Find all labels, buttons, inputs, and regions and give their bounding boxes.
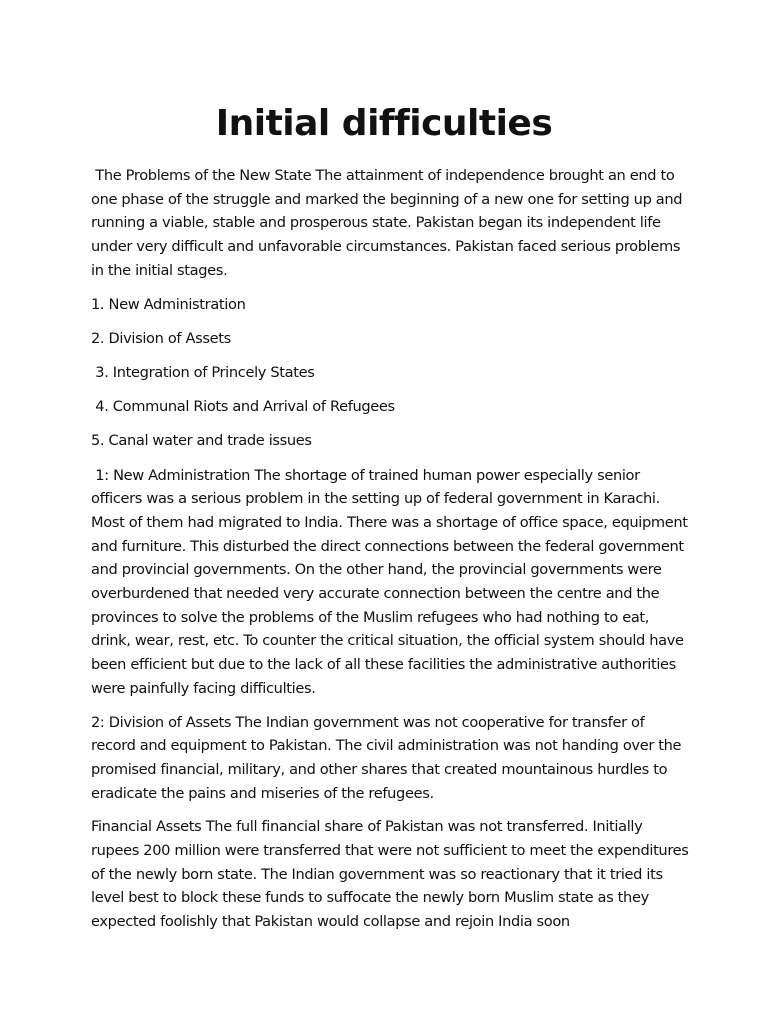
list-item-4: 4. Communal Riots and Arrival of Refugees: [91, 398, 395, 416]
document-title: Initial difficulties: [215, 103, 553, 144]
document-body: [91, 164, 691, 934]
list-item-5: 5. Canal water and trade issues: [91, 432, 312, 450]
list-item-3: 3. Integration of Princely States: [91, 363, 315, 381]
section-financial-assets: Financial Assets The full financial share of Pakistan was not transferred. Initially rupees 200 million were transferred that were not sufficient to meet the expenditures of the newly born state. The Indian government was so reactionary that it tried its level best to block these funds to suffocate the newly born Muslim state as they expected foolishly that Pakistan would collapse and rejoin India soon: [91, 818, 693, 931]
section-division-of-assets: 2: Division of Assets The Indian government was not cooperative for transfer of record and equipment to Pakistan. The civil administration was not handing over the promised financial, military, and other shares that created mountainous hurdles to eradicate the pains and miseries of the refugees.: [91, 713, 686, 802]
list-item-2: 2. Division of Assets: [91, 329, 231, 347]
section-new-administration: 1: New Administration The shortage of trained human power especially senior officers was a serious problem in the setting up of federal government in Karachi. Most of them had migrated to India. There was a shortage of office space, equipment and furniture. This disturbed the direct connections between the federal government and provincial governments. On the other hand, the provincial governments were overburdened that needed very accurate connection between the centre and the provinces to solve the problems of the Muslim refugees who had nothing to eat, drink, wear, rest, etc. To counter the critical situation, the official system should have been efficient but due to the lack of all these facilities the administrative authorities were painfully facing difficulties.: [91, 466, 692, 697]
list-item-1: 1. New Administration: [91, 295, 246, 313]
intro-paragraph: The Problems of the New State The attainment of independence brought an end to one phase of the struggle and marked the beginning of a new one for setting up and running a viable, stable and prosperous state. Pakistan began its independent life under very difficult and unfavorable circumstances. Pakistan faced serious problems in the initial stages.: [91, 167, 687, 279]
